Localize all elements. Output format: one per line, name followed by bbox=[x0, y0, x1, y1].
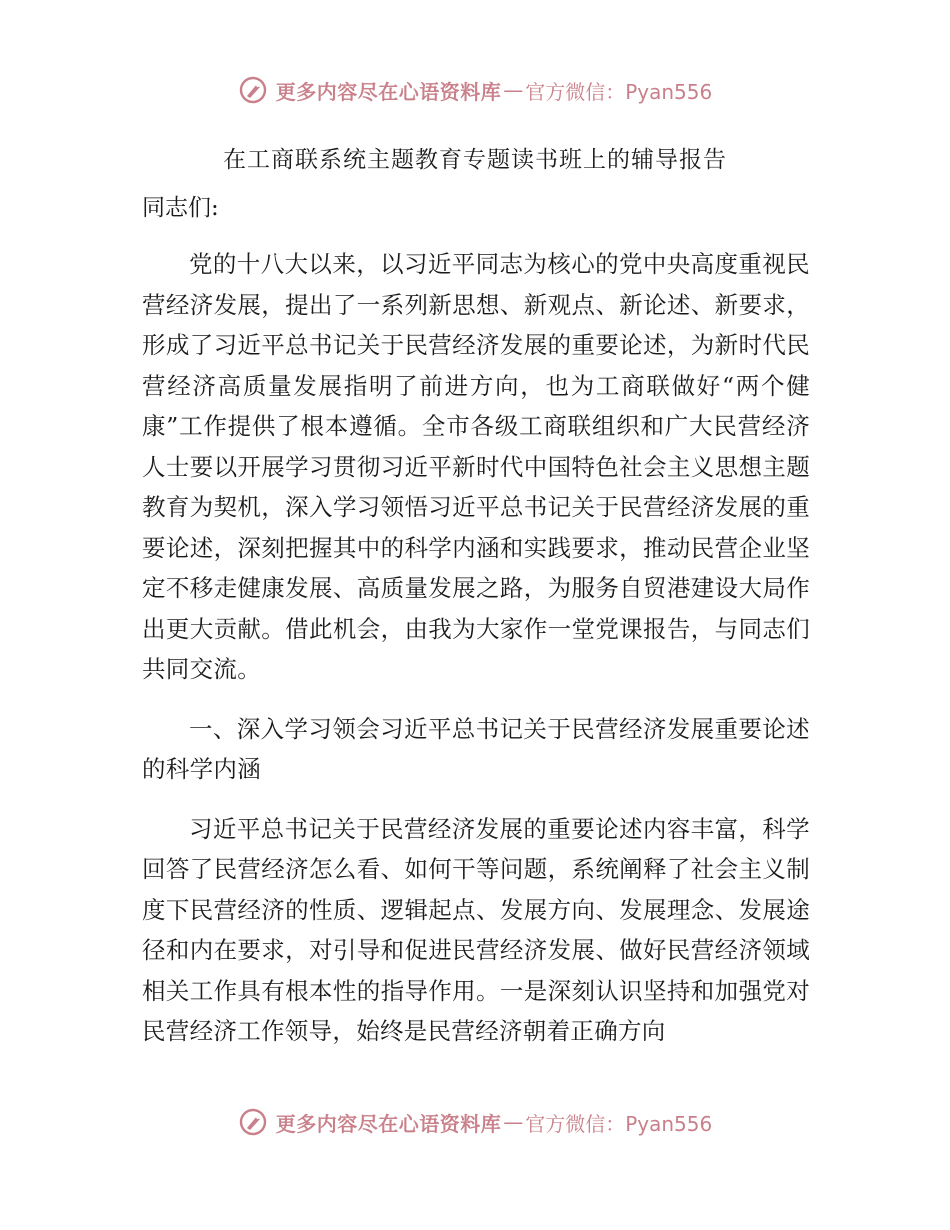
document-title: 在工商联系统主题教育专题读书班上的辅导报告 bbox=[223, 147, 727, 173]
paragraph-section-1: 习近平总书记关于民营经济发展的重要论述内容丰富，科学回答了民营经济怎么看、如何干等问题，系统阐释了社会主义制度下民营经济的性质、逻辑起点、发展方向、发展理念、发展途径和内在要求，对引导和促进民营经济发展、做好民营经济领域相关工作具有根本性的指导作用。一是深刻认识坚持和加强党对民营经济工作领导，始终是民营经济朝着正确方向 bbox=[142, 814, 810, 1045]
section-heading: 一、深入学习领会习近平总书记关于民营经济发展重要论述的科学内涵 bbox=[142, 714, 810, 783]
banner-wechat: 官方微信：Pyan556 bbox=[525, 1111, 713, 1136]
banner-text: 更多内容尽在心语资料库 bbox=[275, 79, 502, 104]
document-body bbox=[142, 244, 810, 1071]
banner-separator: — bbox=[503, 1110, 524, 1134]
footer-banner bbox=[0, 1102, 950, 1142]
banner-wechat: 官方微信：Pyan556 bbox=[525, 79, 713, 104]
header-banner bbox=[0, 70, 950, 110]
banner-separator: — bbox=[503, 78, 524, 102]
pen-nib-logo-icon bbox=[238, 1107, 268, 1137]
pen-nib-logo-icon bbox=[238, 75, 268, 105]
paragraph-intro: 党的十八大以来，以习近平同志为核心的党中央高度重视民营经济发展，提出了一系列新思想、新观点、新论述、新要求，形成了习近平总书记关于民营经济发展的重要论述，为新时代民营经济高质量发展指明了前进方向，也为工商联做好“两个健康”工作提供了根本遵循。全市各级工商联组织和广大民营经济人士要以开展学习贯彻习近平新时代中国特色社会主义思想主题教育为契机，深入学习领悟习近平总书记关于民营经济发展的重要论述，深刻把握其中的科学内涵和实践要求，推动民营企业坚定不移走健康发展、高质量发展之路，为服务自贸港建设大局作出更大贡献。借此机会，由我为大家作一堂党课报告，与同志们共同交流。 bbox=[142, 250, 810, 683]
banner-text: 更多内容尽在心语资料库 bbox=[275, 1111, 502, 1136]
salutation: 同志们: bbox=[142, 195, 219, 221]
